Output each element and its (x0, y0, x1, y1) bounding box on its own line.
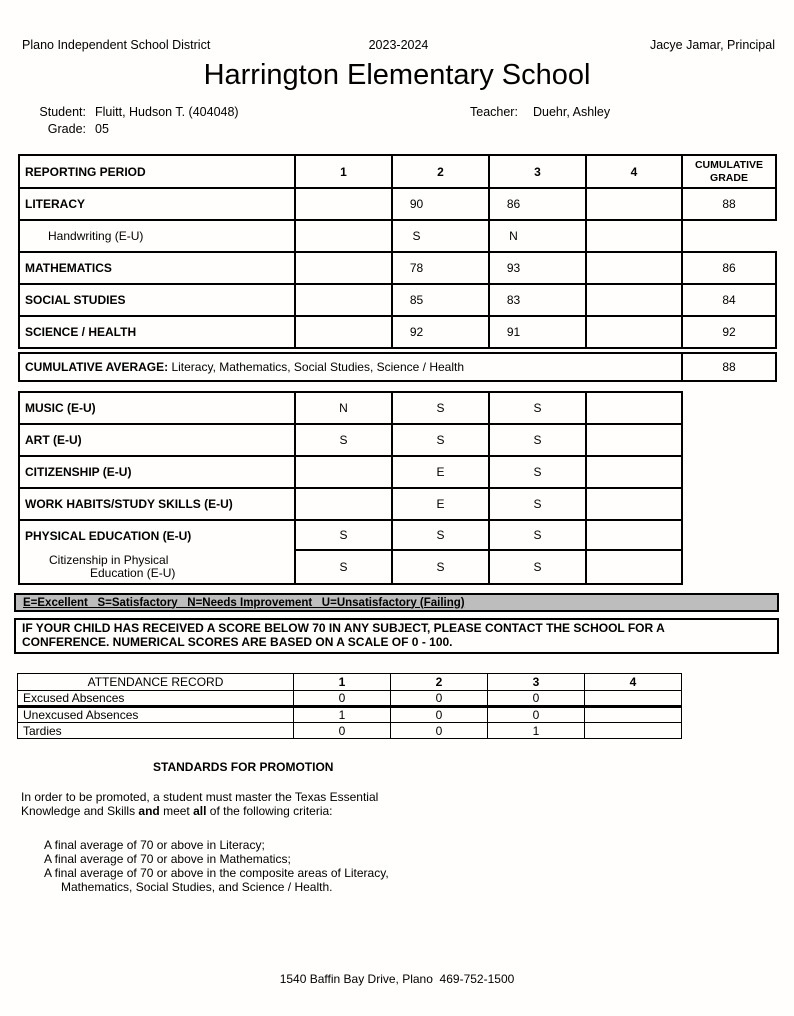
conduct-row-music (19, 392, 682, 424)
attendance-value: 0 (391, 723, 488, 739)
grade-cell: 93 (489, 252, 586, 284)
teacher-name: Duehr, Ashley (533, 105, 611, 119)
cumulative-average-label-rest: Literacy, Mathematics, Social Studies, Science / Health (168, 360, 465, 374)
grade-cell (295, 220, 392, 252)
attendance-value: 0 (391, 691, 488, 707)
promotion-intro (21, 790, 794, 818)
footer-address: 1540 Baffin Bay Drive, Plano 469-752-1500 (279, 972, 515, 986)
pe-label-cell (19, 520, 295, 584)
cumulative-grade-cell: 84 (682, 284, 776, 316)
grade-cell (586, 284, 682, 316)
conduct-grade-cell: N (295, 392, 392, 424)
attendance-row-excused (18, 691, 682, 707)
conduct-grade-cell (586, 456, 682, 488)
grade-cell: 78 (392, 252, 489, 284)
cumulative-average-label (19, 353, 682, 381)
period-2-header: 2 (392, 155, 489, 188)
subject-label: MATHEMATICS (19, 252, 295, 284)
subject-row-social-studies (19, 284, 776, 316)
cumulative-grade-cell: 88 (682, 188, 776, 220)
cumulative-average-value: 88 (682, 353, 776, 381)
conduct-grade-cell: S (489, 550, 586, 584)
subject-label: LITERACY (19, 188, 295, 220)
intro-bold-and: and (138, 804, 160, 818)
cumulative-average-label-bold: CUMULATIVE AVERAGE: (25, 360, 169, 374)
attendance-header-row (18, 674, 682, 691)
top-header (22, 38, 775, 53)
period-4-header: 4 (586, 155, 682, 188)
criterion-line: A final average of 70 or above in Mathematics; (44, 852, 291, 866)
grade-cell (586, 188, 682, 220)
notice-box (14, 618, 779, 654)
pe-citizenship-line2: Education (E-U) (90, 566, 176, 580)
grade-cell: S (392, 220, 489, 252)
subject-row-mathematics (19, 252, 776, 284)
grade-cell (295, 284, 392, 316)
cumulative-grade-cell: 86 (682, 252, 776, 284)
promotion-intro-line1: In order to be promoted, a student must master the Texas Essential (21, 790, 379, 804)
cumulative-grade-cell (682, 220, 776, 252)
subject-label: SCIENCE / HEALTH (19, 316, 295, 348)
notice-line-2: CONFERENCE. NUMERICAL SCORES ARE BASED ON A SCALE OF 0 - 100. (22, 634, 453, 649)
period-3-header: 3 (489, 155, 586, 188)
attendance-value (585, 691, 682, 707)
pe-citizenship-line1: Citizenship in Physical (49, 552, 169, 567)
student-info (0, 105, 794, 138)
grade-cell (586, 252, 682, 284)
cumulative-grade-cell: 92 (682, 316, 776, 348)
conduct-grade-cell: S (295, 550, 392, 584)
attendance-row-unexcused (18, 707, 682, 723)
attendance-value: 0 (488, 691, 585, 707)
grade-cell (295, 316, 392, 348)
attendance-label: Unexcused Absences (18, 707, 294, 723)
conduct-grade-cell (586, 520, 682, 550)
promotion-criteria (44, 838, 794, 894)
intro-text: of the following criteria: (206, 804, 333, 818)
grade-cell: 90 (392, 188, 489, 220)
subject-label: Handwriting (E-U) (19, 220, 295, 252)
conduct-grade-cell: S (489, 392, 586, 424)
conduct-grade-cell: S (489, 424, 586, 456)
promotion-heading: STANDARDS FOR PROMOTION (153, 760, 334, 774)
conduct-grade-cell (295, 488, 392, 520)
period-1-header: 1 (295, 155, 392, 188)
criterion-line: A final average of 70 or above in Literacy; (44, 838, 265, 852)
conduct-grade-cell: S (392, 520, 489, 550)
conduct-grade-cell: S (295, 424, 392, 456)
grade-cell: 83 (489, 284, 586, 316)
cumulative-average-row (18, 352, 777, 382)
principal-name: Jacye Jamar, Principal (649, 38, 775, 52)
grade-cell: 85 (392, 284, 489, 316)
conduct-grade-cell: S (392, 392, 489, 424)
grade-cell: N (489, 220, 586, 252)
conduct-row-work-habits (19, 488, 682, 520)
attendance-value: 0 (391, 707, 488, 723)
grade-cell (586, 220, 682, 252)
grade-cell: 86 (489, 188, 586, 220)
notice-line-1: IF YOUR CHILD HAS RECEIVED A SCORE BELOW 70 IN ANY SUBJECT, PLEASE CONTACT THE SCHOOL FOR A (22, 621, 665, 635)
attendance-record-header: ATTENDANCE RECORD (18, 674, 294, 691)
intro-text: meet (159, 804, 194, 818)
reporting-period-header: REPORTING PERIOD (19, 155, 295, 188)
attendance-value: 0 (294, 723, 391, 739)
pe-citizenship-label (20, 551, 294, 583)
student-label: Student: (39, 105, 86, 119)
attendance-period-3-header: 3 (488, 674, 585, 691)
conduct-grade-cell: E (392, 456, 489, 488)
school-year: 2023-2024 (368, 38, 429, 52)
attendance-value: 0 (294, 691, 391, 707)
conduct-grade-cell (586, 424, 682, 456)
legend-bar (14, 593, 779, 612)
subject-row-literacy (19, 188, 776, 220)
grade-cell: 91 (489, 316, 586, 348)
pe-label: PHYSICAL EDUCATION (E-U) (25, 529, 192, 543)
intro-bold-all: all (193, 804, 207, 818)
conduct-grade-cell: S (295, 520, 392, 550)
grade-cell (586, 316, 682, 348)
grade-cell: 92 (392, 316, 489, 348)
attendance-table (17, 673, 682, 739)
conduct-row-physical-education (19, 520, 682, 550)
conduct-grade-cell: S (489, 520, 586, 550)
conduct-grade-cell (295, 456, 392, 488)
attendance-period-2-header: 2 (391, 674, 488, 691)
grade-cell (295, 188, 392, 220)
conduct-grade-cell: S (489, 456, 586, 488)
conduct-grade-cell: S (392, 424, 489, 456)
conduct-row-art (19, 424, 682, 456)
subject-row-handwriting (19, 220, 776, 252)
attendance-label: Excused Absences (18, 691, 294, 707)
attendance-value (585, 723, 682, 739)
promotion-intro-line2 (21, 804, 794, 818)
conduct-label: MUSIC (E-U) (19, 392, 295, 424)
district-name: Plano Independent School District (22, 38, 211, 52)
criterion-line: Mathematics, Social Studies, and Science / Health. (61, 880, 333, 894)
intro-text: Knowledge and Skills (21, 804, 139, 818)
conduct-label: CITIZENSHIP (E-U) (19, 456, 295, 488)
conduct-table (18, 391, 683, 585)
conduct-label: ART (E-U) (19, 424, 295, 456)
attendance-row-tardies (18, 723, 682, 739)
legend-text: E=Excellent S=Satisfactory N=Needs Improvement U=Unsatisfactory (Failing) (23, 596, 465, 609)
grades-header-row (19, 155, 776, 188)
attendance-value: 0 (488, 707, 585, 723)
conduct-grade-cell: E (392, 488, 489, 520)
conduct-label: WORK HABITS/STUDY SKILLS (E-U) (19, 488, 295, 520)
grade-cell (295, 252, 392, 284)
conduct-grade-cell: S (489, 488, 586, 520)
attendance-value: 1 (294, 707, 391, 723)
conduct-row-citizenship (19, 456, 682, 488)
student-name: Fluitt, Hudson T. (404048) (95, 105, 239, 119)
attendance-period-1-header: 1 (294, 674, 391, 691)
teacher-label: Teacher: (470, 105, 518, 119)
conduct-grade-cell: S (392, 550, 489, 584)
subject-label: SOCIAL STUDIES (19, 284, 295, 316)
grade-label: Grade: (47, 122, 86, 136)
school-name-title: Harrington Elementary School (203, 59, 591, 91)
cumulative-grade-header: CUMULATIVE GRADE (682, 155, 776, 188)
grade-value: 05 (95, 122, 109, 136)
conduct-grade-cell (586, 392, 682, 424)
attendance-label: Tardies (18, 723, 294, 739)
attendance-period-4-header: 4 (585, 674, 682, 691)
conduct-grade-cell (586, 488, 682, 520)
subject-row-science-health (19, 316, 776, 348)
grades-table (18, 154, 777, 349)
attendance-value (585, 707, 682, 723)
conduct-grade-cell (586, 550, 682, 584)
attendance-value: 1 (488, 723, 585, 739)
criterion-line: A final average of 70 or above in the composite areas of Literacy, (44, 866, 389, 880)
